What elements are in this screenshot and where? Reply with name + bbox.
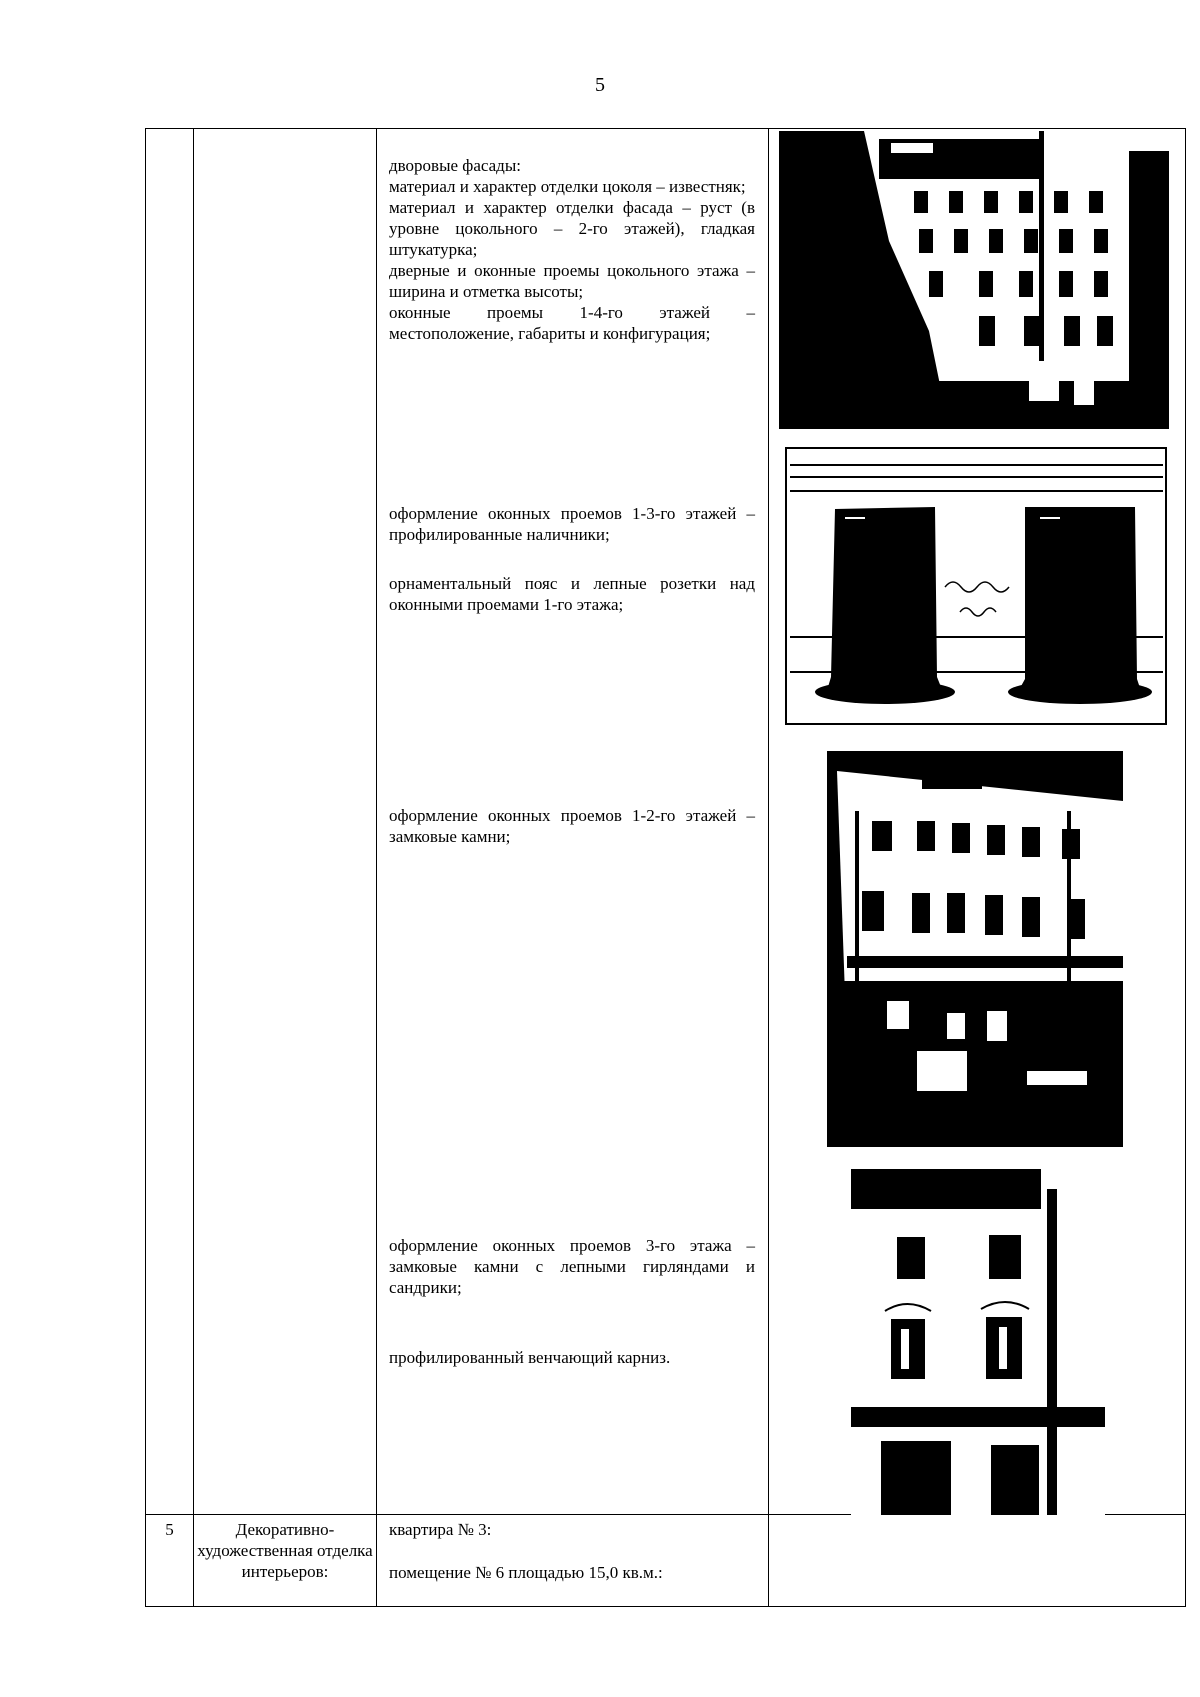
text-line: материал и характер отделки цоколя – известняк; [389, 177, 746, 196]
keystones-text [389, 805, 755, 847]
third-floor-windows-text [389, 1235, 755, 1298]
text-line: квартира № 3: [389, 1520, 492, 1539]
keystones-facade-photo [827, 751, 1123, 1147]
text-line: дворовые фасады: [389, 156, 521, 175]
text-line: оформление оконных проемов 3-го этажа – замковые камни с лепными гирляндами и сандрики; [389, 1236, 755, 1297]
photo-cell [769, 129, 1186, 1515]
ornament-belt-text [389, 573, 755, 615]
text-line: профилированный венчающий карниз. [389, 1348, 671, 1367]
courtyard-facade-text [389, 155, 755, 344]
text-line: помещение № 6 площадью 15,0 кв.м.: [389, 1563, 663, 1582]
text-line: оформление оконных проемов 1-3-го этажей – профилированные наличники; [389, 504, 755, 544]
text-line: орнаментальный пояс и лепные розетки над оконными проемами 1-го этажа; [389, 574, 755, 614]
third-floor-windows-photo [851, 1169, 1105, 1515]
text-line: оформление оконных проемов 1-2-го этажей – замковые камни; [389, 806, 755, 846]
window-frames-text [389, 503, 755, 545]
page-number: 5 [595, 74, 605, 96]
cornice-text [389, 1347, 755, 1368]
empty-photo-cell [769, 1515, 1186, 1607]
text-line: оконные проемы 1-4-го этажей – местоположение, габариты и конфигурация; [389, 303, 755, 343]
number-cell [146, 129, 194, 1515]
window-frames-photo [785, 447, 1167, 725]
table-row [146, 1515, 1186, 1607]
table-row [146, 129, 1186, 1515]
protection-subject-table [145, 128, 1186, 1607]
text-line: дверные и оконные проемы цокольного этажа – ширина и отметка высоты; [389, 261, 755, 301]
text-line: материал и характер отделки фасада – руст (в уровне цокольного – 2-го этажей), гладкая штукатурка; [389, 198, 755, 259]
row-number: 5 [146, 1515, 194, 1607]
description-cell [377, 129, 769, 1515]
courtyard-facade-photo [779, 131, 1179, 429]
row-title: Декоративно-художественная отделка интерьеров: [194, 1515, 377, 1607]
interior-description [377, 1515, 769, 1607]
title-cell [194, 129, 377, 1515]
